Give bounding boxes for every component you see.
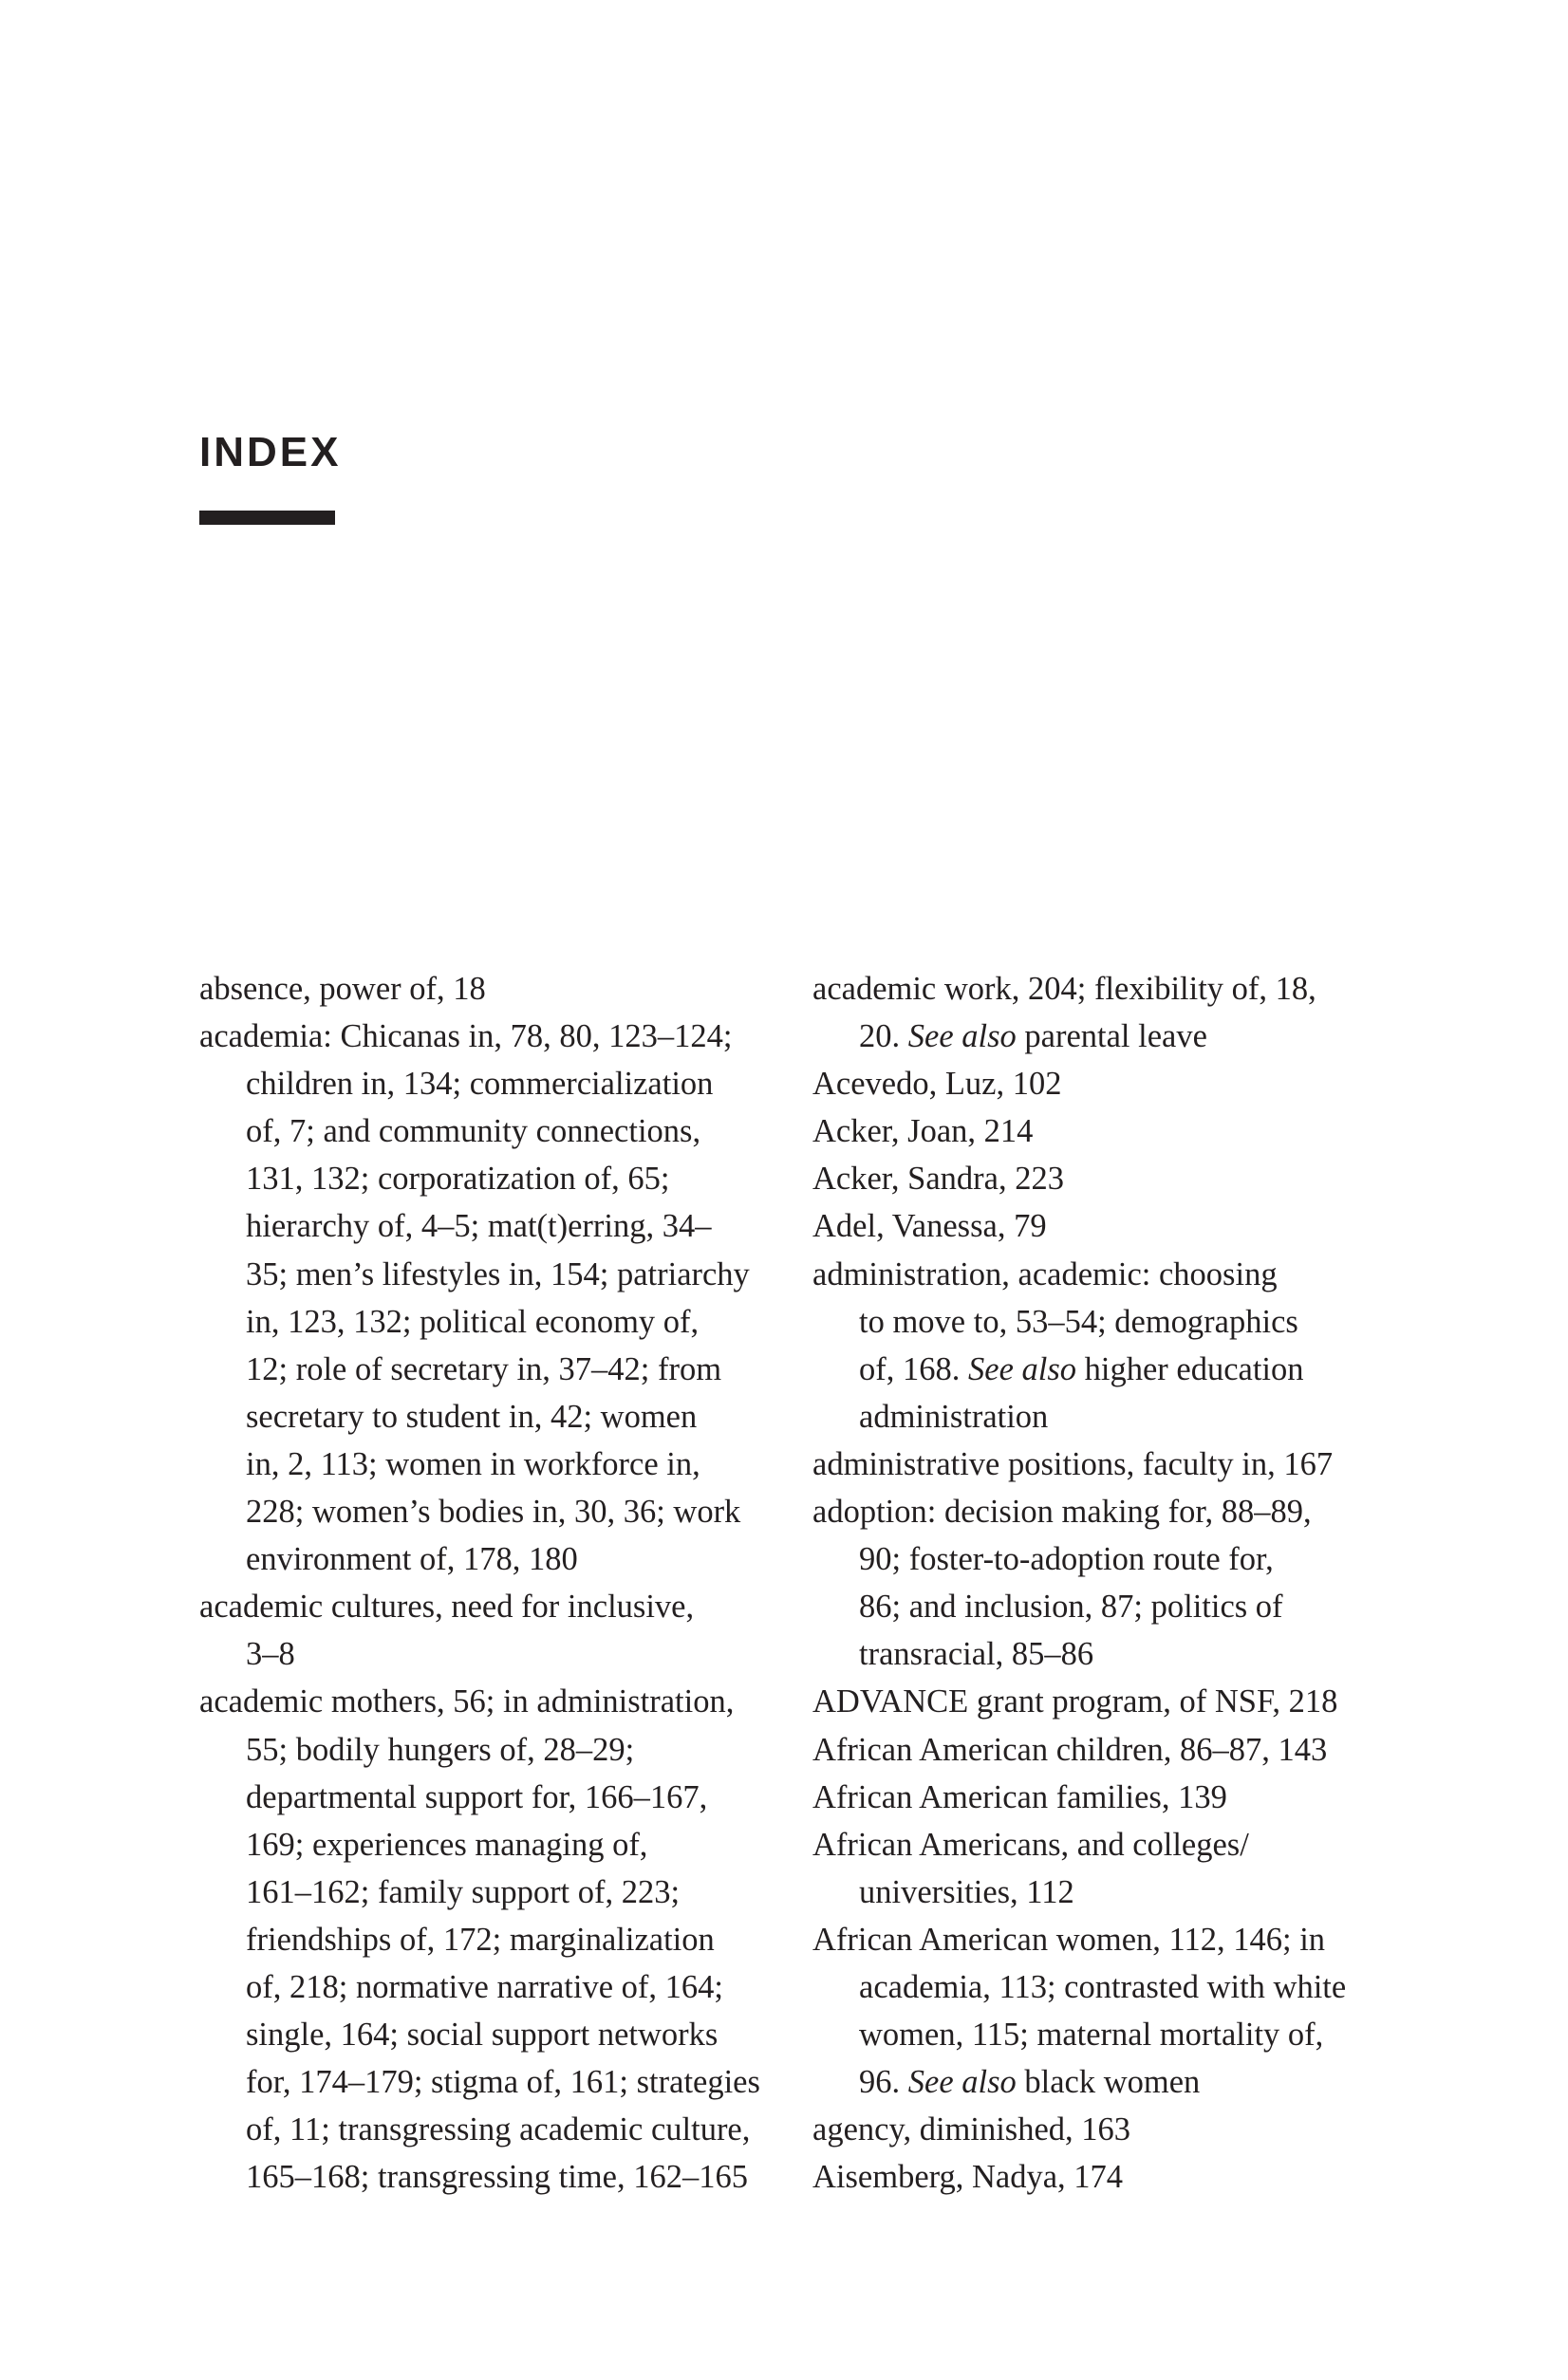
index-entry: [812, 1107, 1382, 1155]
index-entry-line: 35; men’s lifestyles in, 154; patriarchy: [246, 1255, 750, 1292]
index-column-left: [199, 965, 797, 2201]
index-entry-line: 131, 132; corporatization of, 65;: [246, 1161, 670, 1198]
index-entry-line: 165–168; transgressing time, 162–165: [246, 2159, 748, 2196]
index-entry-line: Acker, Joan, 214: [812, 1113, 1034, 1150]
index-entry-line: to move to, 53–54; demographics: [859, 1303, 1298, 1340]
index-entry-line: 90; foster-to-adoption route for,: [859, 1541, 1274, 1578]
index-entry-line: Acevedo, Luz, 102: [812, 1066, 1062, 1103]
index-entry: [812, 2153, 1382, 2201]
index-entry-line: 86; and inclusion, 87; politics of: [859, 1589, 1283, 1626]
index-entry: [812, 2106, 1382, 2153]
index-entry-line: women, 115; maternal mortality of,: [859, 2017, 1324, 2054]
index-entry-line: 55; bodily hungers of, 28–29;: [246, 1731, 635, 1768]
index-entry-line: 12; role of secretary in, 37–42; from: [246, 1350, 722, 1387]
index-entry-line: of, 7; and community connections,: [246, 1113, 701, 1150]
index-column-right: [812, 965, 1382, 2201]
index-entry-line: adoption: decision making for, 88–89,: [812, 1494, 1312, 1531]
index-entry-line: academic mothers, 56; in administration,: [199, 1683, 735, 1720]
index-entry-line: of, 11; transgressing academic culture,: [246, 2111, 751, 2148]
index-entry: [199, 1013, 797, 1583]
index-entry-line: 96. See also black women: [859, 2064, 1201, 2101]
index-entry: [812, 1774, 1382, 1821]
see-also-target: higher education: [1084, 1350, 1304, 1387]
index-entry-line: single, 164; social support networks: [246, 2017, 719, 2054]
index-entry-line: academia: Chicanas in, 78, 80, 123–124;: [199, 1018, 733, 1055]
index-entry-line: 169; experiences managing of,: [246, 1826, 648, 1863]
index-entry-line: academic work, 204; flexibility of, 18,: [812, 971, 1316, 1007]
index-entry-line: 3–8: [246, 1636, 295, 1673]
index-entry: [199, 1583, 797, 1678]
index-entry-line: universities, 112: [859, 1873, 1074, 1910]
index-entry-line: administrative positions, faculty in, 167: [812, 1445, 1334, 1482]
title-rule: [199, 511, 335, 525]
index-entry: [812, 1060, 1382, 1107]
index-entry-line: Acker, Sandra, 223: [812, 1161, 1064, 1198]
see-also-label: See also: [907, 2064, 1017, 2101]
index-entry: [812, 1202, 1382, 1250]
index-entry-line: hierarchy of, 4–5; mat(t)erring, 34–: [246, 1208, 712, 1245]
index-entry-line: African American children, 86–87, 143: [812, 1731, 1328, 1768]
index-entry-line: departmental support for, 166–167,: [246, 1778, 708, 1815]
index-entry-line: Aisemberg, Nadya, 174: [812, 2159, 1124, 2196]
index-entry-line: African Americans, and colleges/: [812, 1826, 1249, 1863]
index-entry-line: African American families, 139: [812, 1778, 1227, 1815]
see-also-target: parental leave: [1024, 1018, 1207, 1055]
index-entry: [812, 1488, 1382, 1678]
index-entry-line: of, 218; normative narrative of, 164;: [246, 1968, 723, 2005]
index-entry-line: African American women, 112, 146; in: [812, 1921, 1326, 1958]
index-entry: [812, 965, 1382, 1060]
index-entry-line: 20. See also parental leave: [859, 1018, 1207, 1055]
index-entry: [812, 1441, 1382, 1488]
index-entry-line: friendships of, 172; marginalization: [246, 1921, 715, 1958]
index-entry: [812, 1251, 1382, 1441]
index-entry-line: ADVANCE grant program, of NSF, 218: [812, 1683, 1338, 1720]
index-entry-line: transracial, 85–86: [859, 1636, 1094, 1673]
index-entry-line: 228; women’s bodies in, 30, 36; work: [246, 1494, 741, 1531]
index-entry-line: in, 123, 132; political economy of,: [246, 1303, 700, 1340]
index-entry: [812, 1916, 1382, 2106]
index-entry: [812, 1726, 1382, 1774]
index-entry-line: academic cultures, need for inclusive,: [199, 1589, 695, 1626]
index-entry-line: administration, academic: choosing: [812, 1255, 1278, 1292]
index-entry-line: 161–162; family support of, 223;: [246, 1873, 681, 1910]
page-title: INDEX: [199, 429, 342, 475]
index-entry-line: absence, power of, 18: [199, 971, 486, 1007]
index-entry-line: for, 174–179; stigma of, 161; strategies: [246, 2064, 760, 2101]
index-entry: [812, 1821, 1382, 1916]
index-entry: [812, 1155, 1382, 1202]
index-entry-line: in, 2, 113; women in workforce in,: [246, 1445, 700, 1482]
index-entry: [812, 1678, 1382, 1725]
index-entry-line: administration: [859, 1398, 1049, 1435]
index-entry: [199, 965, 797, 1013]
see-also-label: See also: [907, 1018, 1017, 1055]
see-also-label: See also: [968, 1350, 1077, 1387]
see-also-target: black women: [1024, 2064, 1201, 2101]
index-entry-line: agency, diminished, 163: [812, 2111, 1131, 2148]
index-entry-line: academia, 113; contrasted with white: [859, 1968, 1347, 2005]
index-entry: [199, 1678, 797, 2201]
index-entry-line: children in, 134; commercialization: [246, 1066, 714, 1103]
index-entry-line: environment of, 178, 180: [246, 1541, 578, 1578]
index-entry-line: secretary to student in, 42; women: [246, 1398, 698, 1435]
index-entry-line: Adel, Vanessa, 79: [812, 1208, 1047, 1245]
index-entry-line: of, 168. See also higher education: [859, 1350, 1304, 1387]
